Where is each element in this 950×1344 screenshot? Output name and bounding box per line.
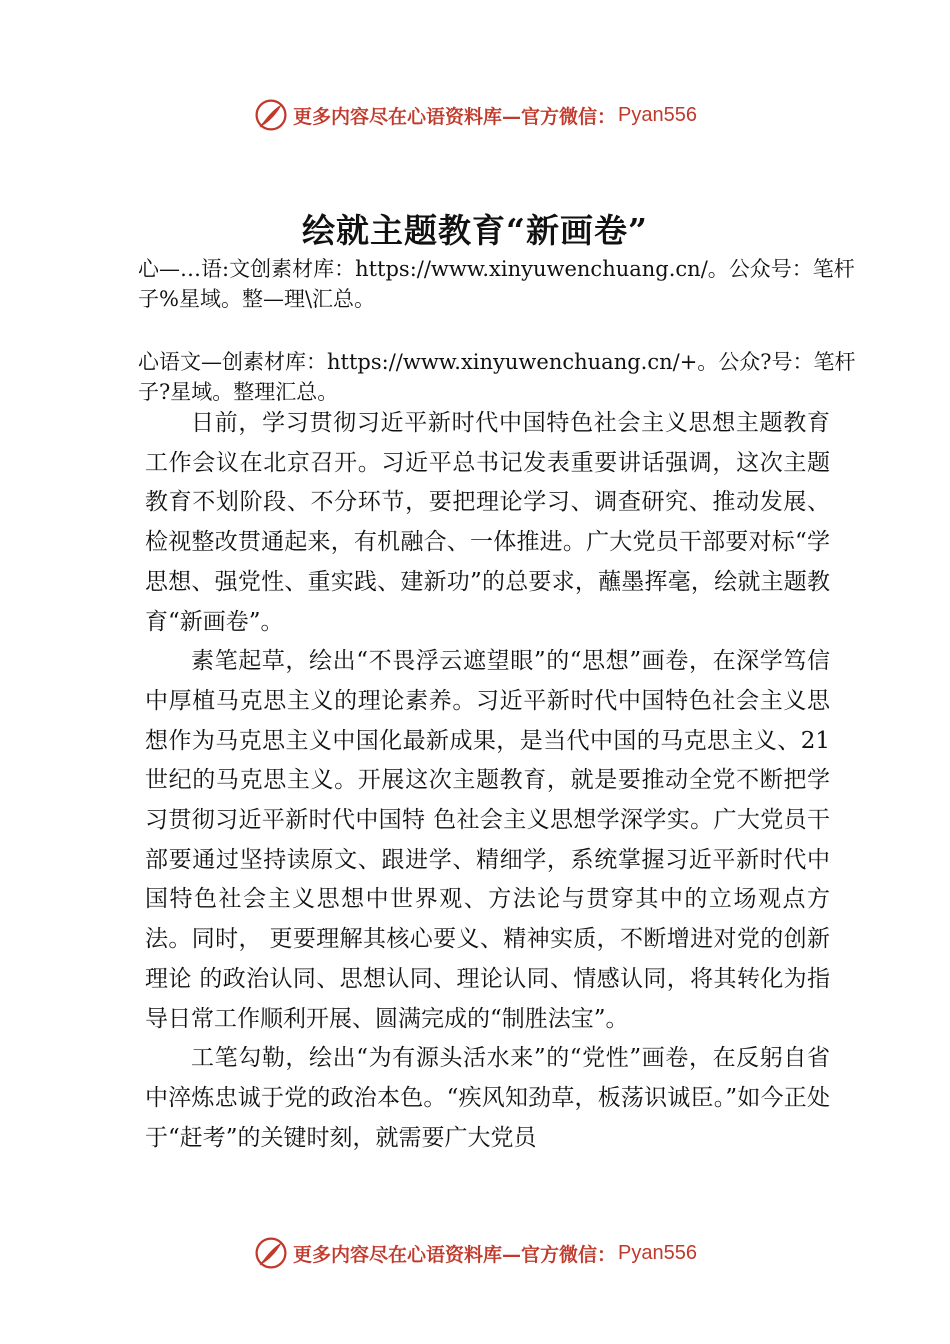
paragraph-1: 日前，学习贯彻习近平新时代中国特色社会主义思想主题教育工作会议在北京召开。习近平总书记发表重要讲话强调，这次主题教育不划阶段、不分环节，要把理论学习、调查研究、推动发展、检视整改贯通起来，有机融合、一体推进。广大党员干部要对标“学思想、强党性、重实践、建新功”的总要求，蘸墨挥毫，绘就主题教育“新画卷”。 [145,410,830,635]
quill-logo-icon [253,97,289,133]
document-title: 绘就主题教育“新画卷” [302,211,648,250]
banner-text: 更多内容尽在心语资料库—官方微信： [293,1243,617,1266]
document-body [145,404,830,1158]
banner-wechat-id: Pyan556 [618,1241,697,1264]
footer-banner [0,1233,950,1273]
quill-logo-icon [253,1235,289,1271]
header-banner [0,95,950,135]
watermark-text-2: 心语文—创素材库：https://www.xinyuwenchuang.cn/+。公众?号：笔杆子?星域。整理汇总。 [138,350,856,404]
watermark-text-1: 心—…语:文创素材库：https://www.xinyuwenchuang.cn/。公众号：笔杆子%星域。整—理\汇总。 [138,257,855,311]
banner-text: 更多内容尽在心语资料库—官方微信： [293,105,617,128]
paragraph-3: 工笔勾勒，绘出“为有源头活水来”的“党性”画卷，在反躬自省中淬炼忠诚于党的政治本色。“疾风知劲草，板荡识诚臣。”如今正处于“赶考”的关键时刻，就需要广大党员 [145,1045,830,1151]
paragraph-2: 素笔起草，绘出“不畏浮云遮望眼”的“思想”画卷，在深学笃信中厚植马克思主义的理论素养。习近平新时代中国特色社会主义思想作为马克思主义中国化最新成果，是当代中国的马克思主义、21 世纪的马克思主义。开展这次主题教育，就是要推动全党不断把学习贯彻习近平新时代中国特 色社会主义思想学深学实。广大党员干部要通过坚持读原文、跟进学、精细学，系统掌握习近平新时代中国特色社会主义思想中世界观、方法论与贯穿其中的立场观点方法。同时， 更要理解其核心要义、精神实质，不断增进对党的创新理论 的政治认同、思想认同、理论认同、情感认同，将其转化为指导日常工作顺利开展、圆满完成的“制胜法宝”。 [145,648,830,1032]
banner-wechat-id: Pyan556 [618,103,697,126]
